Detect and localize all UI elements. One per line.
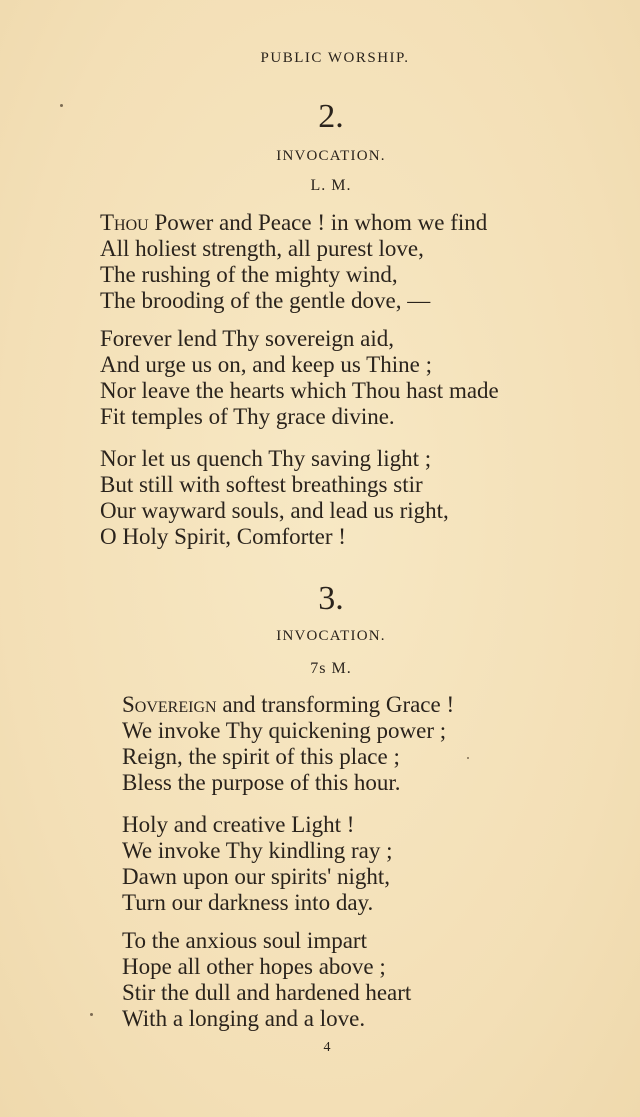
verse-line: Nor let us quench Thy saving light ; [100,446,432,471]
verse-line: O Holy Spirit, Comforter ! [100,524,346,549]
hymn-meter: 7s M. [310,660,352,677]
verse-line-rest: Power and Peace ! in whom we find [148,210,488,235]
verse-line: All holiest strength, all purest love, [100,236,424,261]
stanza [122,692,454,796]
stanza [122,928,411,1032]
verse-line: Our wayward souls, and lead us right, [100,498,449,523]
hymn-number: 3. [318,580,344,617]
paper-speck [60,104,63,107]
verse-line-rest: and transforming Grace ! [216,692,455,717]
verse-line: The brooding of the gentle dove, — [100,288,431,313]
hymn-meter: L. M. [310,177,352,194]
verse-line: With a longing and a love. [122,1006,366,1031]
verse-line: To the anxious soul impart [122,928,367,953]
verse-line: But still with softest breathings stir [100,472,423,497]
verse-line: Nor leave the hearts which Thou hast made [100,378,499,403]
verse-line: The rushing of the mighty wind, [100,262,398,287]
hymn-title: INVOCATION. [276,148,386,164]
page-number: 4 [323,1040,331,1055]
verse-line: Holy and creative Light ! [122,812,355,837]
verse-line: Turn our darkness into day. [122,890,374,915]
verse-line: Bless the purpose of this hour. [122,770,401,795]
paper-speck [90,1013,93,1016]
verse-line: Dawn upon our spirits' night, [122,864,390,889]
stanza [122,812,393,916]
verse-line: Fit temples of Thy grace divine. [100,404,395,429]
stanza [100,326,499,430]
verse-line: Hope all other hopes above ; [122,954,386,979]
hymn-title: INVOCATION. [276,628,386,644]
verse-initial-word: Thou [100,210,149,235]
stanza [100,446,449,550]
stanza [100,210,487,314]
hymn-number: 2. [318,98,344,135]
verse-line: And urge us on, and keep us Thine ; [100,352,432,377]
verse-line: We invoke Thy quickening power ; [122,718,447,743]
verse-line [122,692,454,718]
paper-speck [467,757,469,759]
verse-initial-word: Sovereign [122,692,217,717]
verse-line: Stir the dull and hardened heart [122,980,412,1005]
verse-line: Forever lend Thy sovereign aid, [100,326,395,351]
running-head: PUBLIC WORSHIP. [260,50,410,66]
verse-line: We invoke Thy kindling ray ; [122,838,393,863]
verse-line [100,210,487,236]
verse-line: Reign, the spirit of this place ; [122,744,400,769]
